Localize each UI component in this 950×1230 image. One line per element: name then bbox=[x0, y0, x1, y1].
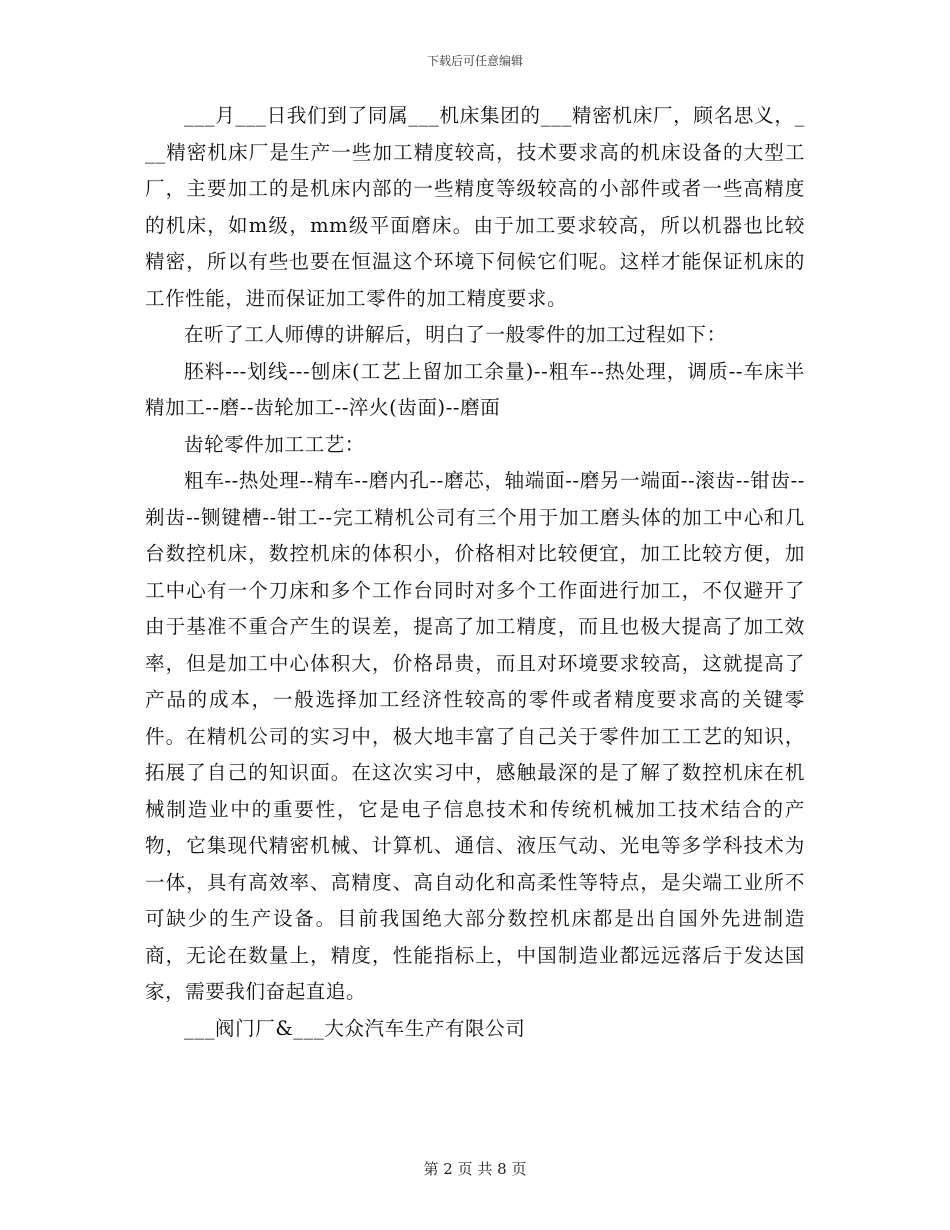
page-header-note: 下载后可任意编辑 bbox=[426, 54, 523, 68]
page-number: 第 2 页 共 8 页 bbox=[423, 1160, 527, 1178]
document-body bbox=[145, 98, 805, 1047]
paragraph-gear-process-detail: 粗车--热处理--精车--磨内孔--磨芯，轴端面--磨另一端面--滚齿--钳齿--剃齿--铡键槽--钳工--完工精机公司有三个用于加工磨头体的加工中心和几台数控机床，数控机床的体积小，价格相对比较便宜，加工比较方便，加工中心有一个刀床和多个工作台同时对多个工作面进行加工，不仅避开了由于基准不重合产生的误差，提高了加工精度，而且也极大提高了加工效率，但是加工中心体积大，价格昂贵，而且对环境要求较高，这就提高了产品的成本，一般选择加工经济性较高的零件或者精度要求高的关键零件。在精机公司的实习中，极大地丰富了自己关于零件加工工艺的知识，拓展了自己的知识面。在这次实习中，感触最深的是了解了数控机床在机械制造业中的重要性，它是电子信息技术和传统机械加工技术结合的产物，它集现代精密机械、计算机、通信、液压气动、光电等多学科技术为一体，具有高效率、高精度、高自动化和高柔性等特点，是尖端工业所不可缺少的生产设备。目前我国绝大部分数控机床都是出自国外先进制造商，无论在数量上，精度，性能指标上，中国制造业都远远落后于发达国家，需要我们奋起直追。 bbox=[145, 469, 805, 1003]
paragraph-next-section-heading: ___阀门厂&___大众汽车生产有限公司 bbox=[184, 1016, 526, 1040]
paragraph-process-intro: 在听了工人师傅的讲解后，明白了一般零件的加工过程如下： bbox=[184, 323, 727, 346]
paragraph-general-process: 胚料---划线---刨床(工艺上留加工余量)--粗车--热处理，调质--车床半精加工--磨--齿轮加工--淬火(齿面)--磨面 bbox=[145, 359, 805, 419]
paragraph-factory-visit: ___月___日我们到了同属___机床集团的___精密机床厂，顾名思义，___精密机床厂是生产一些加工精度较高，技术要求高的机床设备的大型工厂，主要加工的是机床内部的一些精度等级较高的小部件或者一些高精度的机床，如m级，mm级平面磨床。由于加工要求较高，所以机器也比较精密，所以有些也要在恒温这个环境下伺候它们呢。这样才能保证机床的工作性能，进而保证加工零件的加工精度要求。 bbox=[145, 104, 805, 310]
paragraph-gear-process-title: 齿轮零件加工工艺： bbox=[184, 432, 365, 456]
